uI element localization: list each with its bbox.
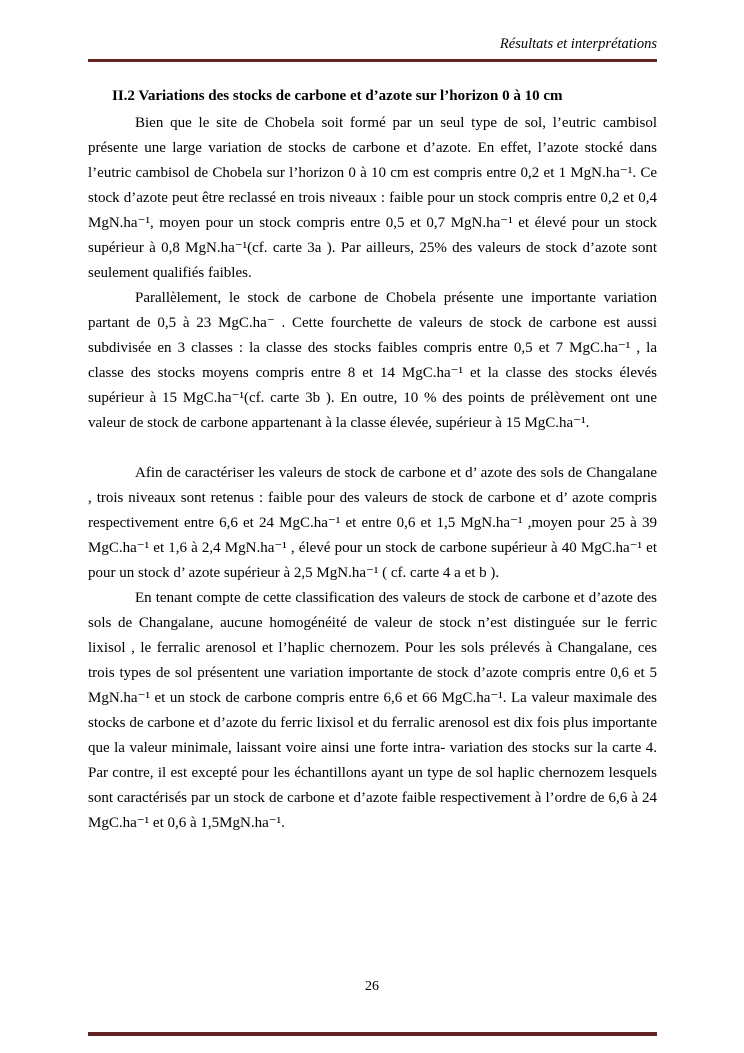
paragraph-4: En tenant compte de cette classification des valeurs de stock de carbone et d’azote des sols de Changalane, aucune homogénéité de valeur de stock n’est distinguée sur le ferric lixisol , le ferralic arenosol et l’haplic chernozem. Pour les sols prélevés à Changalane, ces trois types de sol présentent une variation importante de stock d’azote compris entre 0,6 et 5 MgN.ha⁻¹ et un stock de carbone compris entre 6,6 et 66 MgC.ha⁻¹. La valeur maximale des stocks de carbone et d’azote du ferric lixisol et du ferralic arenosol est dix fois plus importante que la valeur minimale, laissant voire ainsi une forte intra- variation des stocks sur la carte 4. Par contre, il est excepté pour les échantillons ayant un type de sol haplic chernozem lesquels sont caractérisés par un stock de carbone et d’azote faible respectivement à l’ordre de 6,6 à 24 MgC.ha⁻¹ et 0,6 à 1,5MgN.ha⁻¹. bbox=[88, 590, 657, 831]
paragraph-3: Afin de caractériser les valeurs de stock de carbone et d’ azote des sols de Changalane , trois niveaux sont retenus : faible pour des valeurs de stock de carbone et d’ azote compris respectivement entre 6,6 et 24 MgC.ha⁻¹ et entre 0,6 et 1,5 MgN.ha⁻¹ ,moyen pour 25 à 39 MgC.ha⁻¹ et 1,6 à 2,4 MgN.ha⁻¹ , élevé pour un stock de carbone supérieur à 40 MgC.ha⁻¹ et pour un stock d’ azote supérieur à 2,5 MgN.ha⁻¹ ( cf. carte 4 a et b ). bbox=[88, 465, 657, 581]
body-text bbox=[88, 111, 657, 836]
paragraph-1: Bien que le site de Chobela soit formé par un seul type de sol, l’eutric cambisol présente une large variation de stocks de carbone et d’azote. En effet, l’azote stocké dans l’eutric cambisol de Chobela sur l’horizon 0 à 10 cm est compris entre 0,2 et 1 MgN.ha⁻¹. Ce stock d’azote peut être reclassé en trois niveaux : faible pour un stock compris entre 0,2 et 0,4 MgN.ha⁻¹, moyen pour un stock compris entre 0,5 et 0,7 MgN.ha⁻¹ et élevé pour un stock supérieur à 0,8 MgN.ha⁻¹(cf. carte 3a ). Par ailleurs, 25% des valeurs de stock d’azote sont seulement qualifiés faibles. bbox=[88, 115, 657, 281]
section-heading: II.2 Variations des stocks de carbone et d’azote sur l’horizon 0 à 10 cm bbox=[112, 88, 563, 104]
running-header: Résultats et interprétations bbox=[88, 36, 657, 62]
footer-rule bbox=[88, 1032, 657, 1036]
page-number: 26 bbox=[365, 979, 379, 994]
paragraph-2: Parallèlement, le stock de carbone de Chobela présente une importante variation partant de 0,5 à 23 MgC.ha⁻ . Cette fourchette de valeurs de stock de carbone est aussi subdivisée en 3 classes : la classe des stocks faibles compris entre 0,5 et 7 MgC.ha⁻¹ , la classe des stocks moyens compris entre 8 et 14 MgC.ha⁻¹ et la classe des stocks élevés supérieur à 15 MgC.ha⁻¹(cf. carte 3b ). En outre, 10 % des points de prélèvement ont une valeur de stock de carbone appartenant à la classe élevée, supérieur à 15 MgC.ha⁻¹. bbox=[88, 290, 657, 431]
